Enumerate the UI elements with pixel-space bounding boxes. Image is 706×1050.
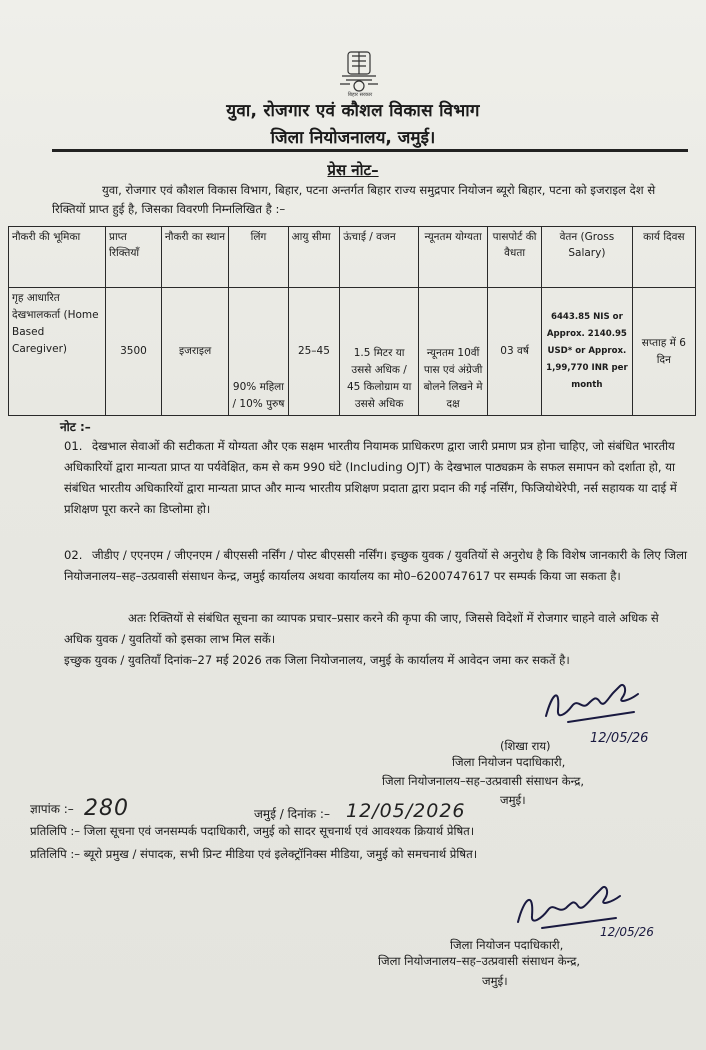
officer-designation: जिला नियोजन पदाधिकारी, <box>452 755 566 769</box>
reference-label: ज्ञापांक :– <box>30 802 74 816</box>
cell-height-weight: 1.5 मिटर या उससे अधिक / 45 किलोग्राम या उससे अधिक <box>340 288 419 416</box>
date-label: जमुई / दिनांक :– <box>254 807 330 821</box>
press-note-title: प्रेस नोट– <box>327 161 379 179</box>
notes-heading: नोट :– <box>60 420 91 434</box>
cell-workdays: सप्ताह में 6 दिन <box>632 288 695 416</box>
copy-line: प्रतिलिपि :– ब्यूरो प्रमुख / संपादक, सभी प्रिन्ट मीडिया एवं इलेक्ट्रॉनिक्स मीडिया, जमुई को समचनार्थ प्रेषित। <box>30 847 478 861</box>
col-header-vacancies: प्राप्त रिक्तियाँ <box>105 227 161 288</box>
col-header-passport: पासपोर्ट की वैधता <box>488 227 542 288</box>
note-text: देखभाल सेवाओं की सटीकता में योग्यता और एक सक्षम भारतीय नियामक प्राधिकरण द्वारा जारी प्रमाण प्रत्र होना चाहिए, जो संबंधित भारतीय अधिकारियों द्वारा मान्यता प्राप्त या पर्यवेक्षित, कम से कम 990 घंटे (Including OJT) के देखभाल पाठ्यक्रम के सफल समापन को दर्शाता हो, या संबंधित भारतीय अधिकारियों द्वारा मान्यता प्राप्त और मान्य भारतीय प्रशिक्षण प्रदाता द्वारा प्रदान की गई नर्सिंग, फिजियोथेरेपी, नर्स सहायक या दाई में प्रशिक्षण पूरा करने का डिप्लोमा हो। <box>64 439 677 516</box>
officer-place: जमुई। <box>482 974 508 988</box>
cell-passport: 03 वर्ष <box>488 288 542 416</box>
department-title: युवा, रोजगार एवं कौशल विकास विभाग <box>226 101 480 121</box>
officer-place: जमुई। <box>500 793 526 807</box>
col-header-gender: लिंग <box>229 227 288 288</box>
table-row <box>9 288 696 416</box>
table-header-row <box>9 227 696 288</box>
signature-date: 12/05/26 <box>600 925 654 939</box>
note-text: जीडीए / एएनएम / जीएनएम / बीएससी नर्सिंग / पोस्ट बीएससी नर्सिंग। इच्छुक युवक / युवतियों से अनुरोध है कि विशेष जानकारी के लिए जिला नियोजनालय–सह–उत्प्रवासी संसाधन केन्द्र, जमुई कार्यालय अथवा कार्यालय का मो0–6200747617 पर सम्पर्क किया जा सकता है। <box>64 548 687 583</box>
col-header-role: नौकरी की भूमिका <box>9 227 106 288</box>
cell-role: गृह आधारित देखभालकर्ता (Home Based Caregiver) <box>9 288 106 416</box>
vacancy-table <box>8 226 696 416</box>
col-header-qualification: न्यूनतम योग्यता <box>419 227 488 288</box>
col-header-height-weight: ऊंचाई / वजन <box>340 227 419 288</box>
copy-line: प्रतिलिपि :– जिला सूचना एवं जनसम्पर्क पदाधिकारी, जमुई को सादर सूचनार्थ एवं आवश्यक क्रियार्थ प्रेषित। <box>30 824 475 838</box>
emblem-icon <box>336 48 382 94</box>
note-item <box>64 436 688 520</box>
col-header-workdays: कार्य दिवस <box>632 227 695 288</box>
col-header-location: नौकरी का स्थान <box>161 227 228 288</box>
cell-qualification: न्यूनतम 10वीं पास एवं अंग्रेजी बोलने लिखने मे दक्ष <box>419 288 488 416</box>
signature-date: 12/05/26 <box>590 731 649 746</box>
cell-location: इजराइल <box>161 288 228 416</box>
office-title: जिला नियोजनालय, जमुई। <box>270 128 436 148</box>
note-number: 01. <box>64 439 83 453</box>
note-item <box>64 545 688 587</box>
reference-date: 12/05/2026 <box>346 800 466 822</box>
officer-signature-1 <box>538 676 658 746</box>
reference-number: 280 <box>84 796 129 821</box>
header-divider <box>52 149 688 152</box>
deadline-paragraph: इच्छुक युवक / युवतियाँ दिनांक–27 मई 2026 तक जिला नियोजनालय, जमुई के कार्यालय में आवेदन जमा कर सकतें है। <box>64 653 570 667</box>
cell-gender: 90% महिला / 10% पुरुष <box>229 288 288 416</box>
emblem-caption: बिहार सरकार <box>347 92 373 98</box>
cell-vacancies: 3500 <box>105 288 161 416</box>
col-header-salary: वेतन (Gross Salary) <box>542 227 633 288</box>
appeal-paragraph: अतः रिक्तियों से संबंधित सूचना का व्यापक प्रचार–प्रसार करने की कृपा की जाए, जिससे विदेशों में रोजगार चाहने वाले अधिक से अधिक युवक / युवतियों को इसका लाभ मिल सकें। <box>64 611 659 646</box>
intro-paragraph: युवा, रोजगार एवं कौशल विकास विभाग, बिहार, पटना अन्तर्गत बिहार राज्य समुद्रपार नियोजन ब्यूरो बिहार, पटना को इजराइल देश से रिक्तियों प्राप्त हुई है, जिसका विवरणी निम्नलिखित है :– <box>52 183 656 216</box>
officer-office: जिला नियोजनालय–सह–उत्प्रवासी संसाधन केन्द्र, <box>382 774 585 788</box>
cell-age: 25–45 <box>288 288 340 416</box>
cell-salary: 6443.85 NIS or Approx. 2140.95 USD* or Approx. 1,99,770 INR per month <box>542 288 633 416</box>
officer-designation: जिला नियोजन पदाधिकारी, <box>450 938 564 952</box>
officer-name: (शिखा राय) <box>500 739 551 753</box>
officer-office: जिला नियोजनालय–सह–उत्प्रवासी संसाधन केन्द्र, <box>378 954 581 968</box>
col-header-age: आयु सीमा <box>288 227 340 288</box>
note-number: 02. <box>64 548 83 562</box>
